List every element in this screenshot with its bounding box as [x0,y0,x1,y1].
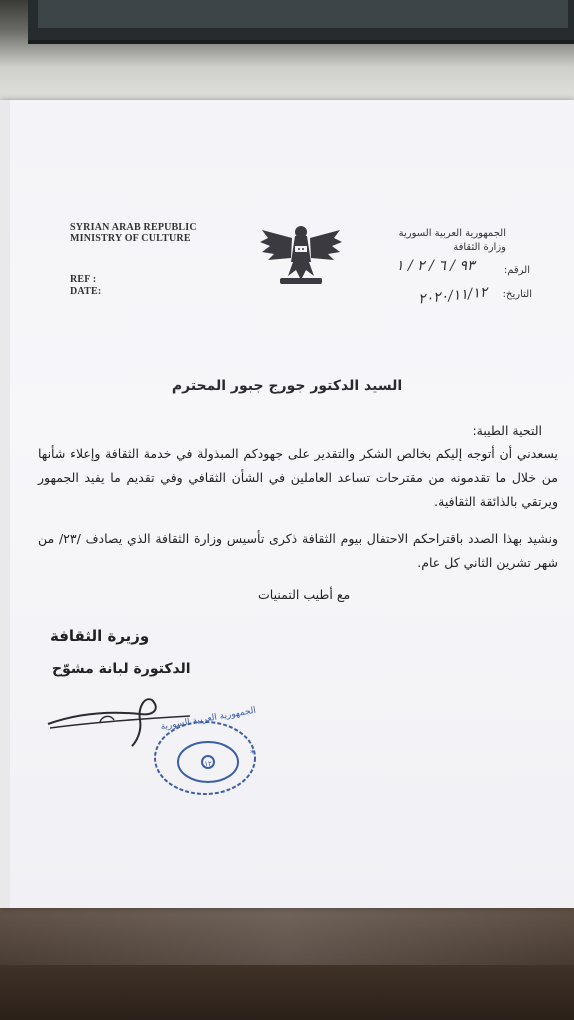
svg-text:*: * [250,749,255,759]
paragraph-thanks: يسعدني أن أتوجه إليكم بخالص الشكر والتقدير على جهودكم المبذولة في خدمة الثقافة وإعلاء شأنها من خلال ما تقدمونه من مقترحات تساعد العاملين في الشأن الثقافي وفي تقديم ما يفيد الجمهور ويرتقي بالذائقة الثقافية. [38,446,558,509]
ref-number: ٩٣ / ٦ / ٢ / ١ [396,258,475,274]
arabic-ministry-line: وزارة الثقافة [453,242,506,253]
date-label: DATE: [70,286,102,297]
english-ministry-line: MINISTRY OF CULTURE [70,233,191,244]
minister-title: وزيرة الثقافة [50,627,150,645]
greeting: التحية الطيبة: [472,423,542,438]
letter-date: ٢٠٢٠/١١/١٢ [417,284,489,308]
arabic-date-label: التاريخ: [502,289,532,300]
english-country-line: SYRIAN ARAB REPUBLIC [70,222,197,233]
recipient-line: السيد الدكتور جورج جبور المحترم [171,378,403,394]
svg-text:١٢: ١٢ [204,760,212,768]
arabic-country-line: الجمهورية العربية السورية [398,228,506,239]
paragraph-culture-day: ونشيد بهذا الصدد باقتراحكم الاحتفال بيوم الثقافة ذكرى تأسيس وزارة الثقافة الذي يصادف /٢٣/ من شهر تشرين الثاني كل عام. [38,531,558,570]
book-spine [38,0,568,28]
stamp-text: الجمهورية العربية السورية [159,705,257,733]
closing-wishes: مع أطيب التمنيات [258,587,351,602]
arabic-ref-label: الرقم: [503,265,530,276]
ref-label: REF : [70,274,97,285]
syrian-eagle-emblem [258,222,344,286]
minister-name: الدكتورة لبانة مشوّح [52,661,191,677]
official-stamp [150,705,260,796]
